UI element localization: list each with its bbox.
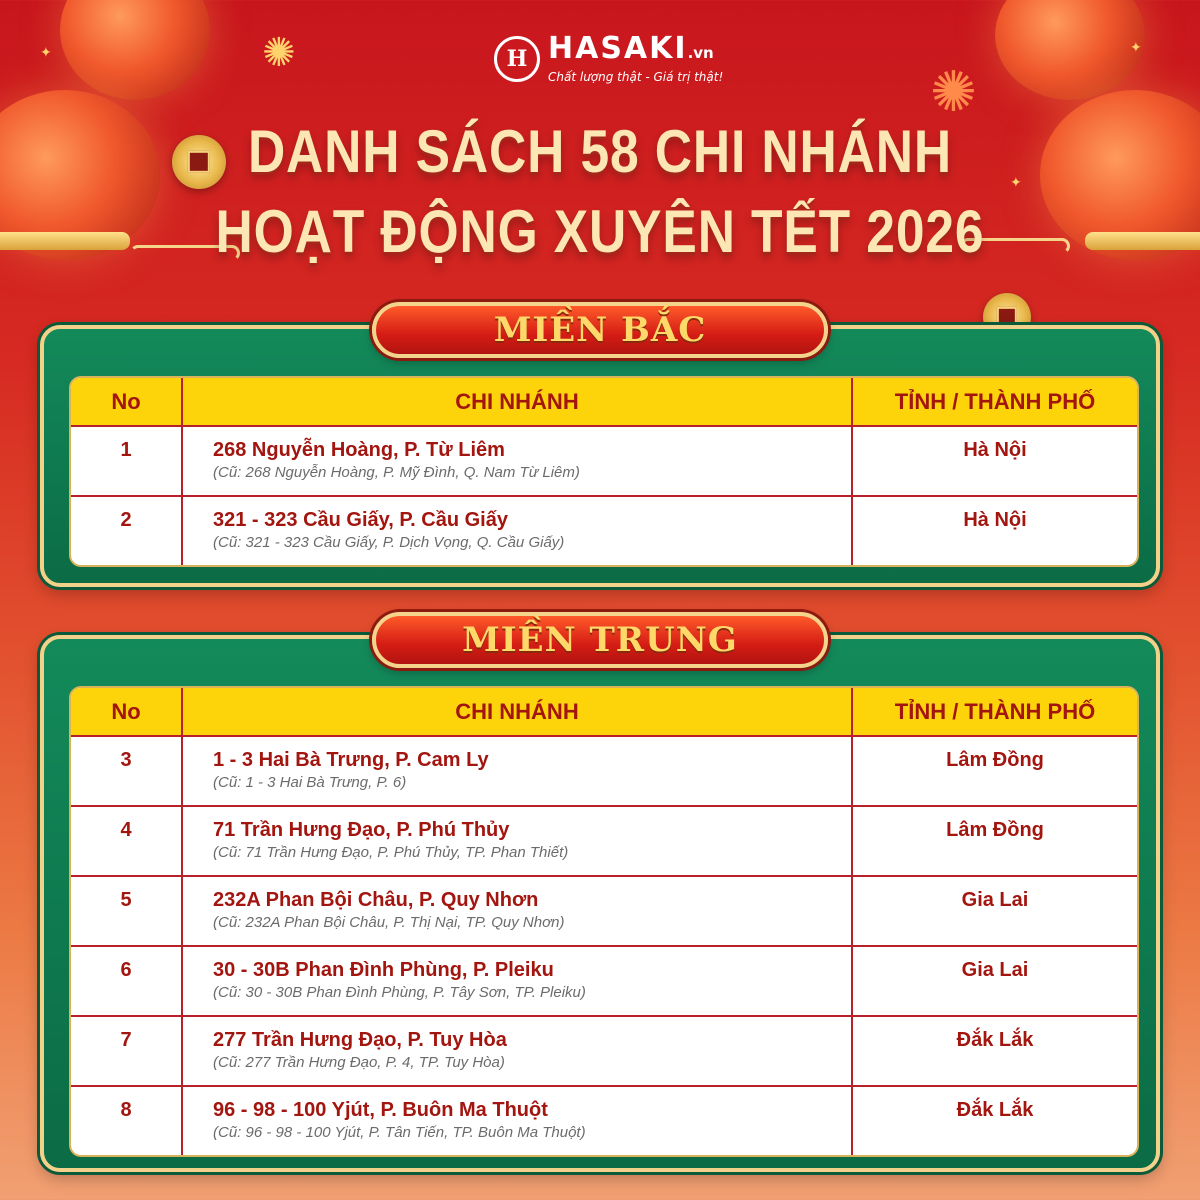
branch-cell — [183, 945, 853, 1015]
column-header-no: No — [71, 688, 183, 735]
table-row — [71, 495, 1137, 565]
table-row — [71, 945, 1137, 1015]
firework-icon: ✺ — [930, 60, 977, 125]
province-cell: Gia Lai — [853, 945, 1137, 1015]
branch-cell — [183, 805, 853, 875]
province-cell: Lâm Đồng — [853, 805, 1137, 875]
branch-address: 71 Trần Hưng Đạo, P. Phú Thủy — [213, 819, 510, 841]
logo-text — [548, 31, 724, 84]
branch-cell — [183, 735, 853, 805]
branch-cell — [183, 875, 853, 945]
region-panel-north — [40, 325, 1160, 587]
lantern-decoration — [60, 0, 210, 100]
province-cell: Đắk Lắk — [853, 1015, 1137, 1085]
column-header-branch: CHI NHÁNH — [183, 688, 853, 735]
table-header-row — [71, 688, 1137, 735]
branch-old-address: (Cũ: 321 - 323 Cầu Giấy, P. Dịch Vọng, Q. Cầu Giấy) — [213, 534, 565, 551]
column-header-province: TỈNH / THÀNH PHỐ — [853, 378, 1137, 425]
row-number: 1 — [71, 425, 183, 495]
branch-address: 1 - 3 Hai Bà Trưng, P. Cam Ly — [213, 749, 489, 771]
row-number: 5 — [71, 875, 183, 945]
page-title-line2: HOẠT ĐỘNG XUYÊN TẾT 2026 — [215, 198, 985, 265]
province-cell: Hà Nội — [853, 495, 1137, 565]
sparkle-icon: ✦ — [40, 45, 52, 61]
region-panel-central — [40, 635, 1160, 1172]
branch-old-address: (Cũ: 1 - 3 Hai Bà Trưng, P. 6) — [213, 774, 407, 791]
table-row — [71, 875, 1137, 945]
column-header-branch: CHI NHÁNH — [183, 378, 853, 425]
branch-cell — [183, 1085, 853, 1155]
row-number: 8 — [71, 1085, 183, 1155]
branch-table-central — [69, 686, 1139, 1157]
branch-address: 268 Nguyễn Hoàng, P. Từ Liêm — [213, 439, 505, 461]
branch-old-address: (Cũ: 232A Phan Bội Châu, P. Thị Nại, TP. Quy Nhơn) — [213, 914, 565, 931]
province-cell: Gia Lai — [853, 875, 1137, 945]
row-number: 3 — [71, 735, 183, 805]
province-cell: Lâm Đồng — [853, 735, 1137, 805]
row-number: 2 — [71, 495, 183, 565]
brand-name: HASAKI.vn — [548, 31, 714, 66]
table-header-row — [71, 378, 1137, 425]
firework-icon: ✺ — [262, 30, 296, 76]
branch-address: 277 Trần Hưng Đạo, P. Tuy Hòa — [213, 1029, 507, 1051]
table-row — [71, 1085, 1137, 1155]
logo-mark-icon: H — [494, 36, 540, 82]
branch-address: 232A Phan Bội Châu, P. Quy Nhơn — [213, 889, 539, 911]
branch-address: 30 - 30B Phan Đình Phùng, P. Pleiku — [213, 959, 554, 981]
branch-address: 96 - 98 - 100 Yjút, P. Buôn Ma Thuột — [213, 1099, 548, 1121]
table-row — [71, 735, 1137, 805]
page-title-line1: DANH SÁCH 58 CHI NHÁNH — [247, 118, 953, 185]
row-number: 6 — [71, 945, 183, 1015]
province-cell: Hà Nội — [853, 425, 1137, 495]
lantern-decoration — [995, 0, 1145, 100]
table-row — [71, 805, 1137, 875]
row-number: 4 — [71, 805, 183, 875]
region-banner-north: MIỀN BẮC — [372, 302, 828, 358]
sparkle-icon: ✦ — [1130, 40, 1142, 56]
branch-cell — [183, 495, 853, 565]
branch-table-north — [69, 376, 1139, 567]
table-row — [71, 1015, 1137, 1085]
branch-cell — [183, 425, 853, 495]
region-banner-central: MIỀN TRUNG — [372, 612, 828, 668]
branch-old-address: (Cũ: 71 Trần Hưng Đạo, P. Phú Thủy, TP. Phan Thiết) — [213, 844, 569, 861]
column-header-province: TỈNH / THÀNH PHỐ — [853, 688, 1137, 735]
branch-old-address: (Cũ: 277 Trần Hưng Đạo, P. 4, TP. Tuy Hòa) — [213, 1054, 505, 1071]
brand-logo[interactable] — [494, 31, 724, 84]
brand-tagline: Chất lượng thật - Giá trị thật! — [548, 70, 724, 84]
province-cell: Đắk Lắk — [853, 1085, 1137, 1155]
branch-old-address: (Cũ: 268 Nguyễn Hoàng, P. Mỹ Đình, Q. Nam Từ Liêm) — [213, 464, 580, 481]
branch-old-address: (Cũ: 96 - 98 - 100 Yjút, P. Tân Tiến, TP. Buôn Ma Thuột) — [213, 1124, 586, 1141]
column-header-no: No — [71, 378, 183, 425]
branch-address: 321 - 323 Cầu Giấy, P. Cầu Giấy — [213, 509, 508, 531]
branch-cell — [183, 1015, 853, 1085]
table-row — [71, 425, 1137, 495]
sparkle-icon: ✦ — [1010, 175, 1022, 191]
branch-old-address: (Cũ: 30 - 30B Phan Đình Phùng, P. Tây Sơn, TP. Pleiku) — [213, 984, 586, 1001]
brand-domain: .vn — [687, 44, 714, 62]
row-number: 7 — [71, 1015, 183, 1085]
